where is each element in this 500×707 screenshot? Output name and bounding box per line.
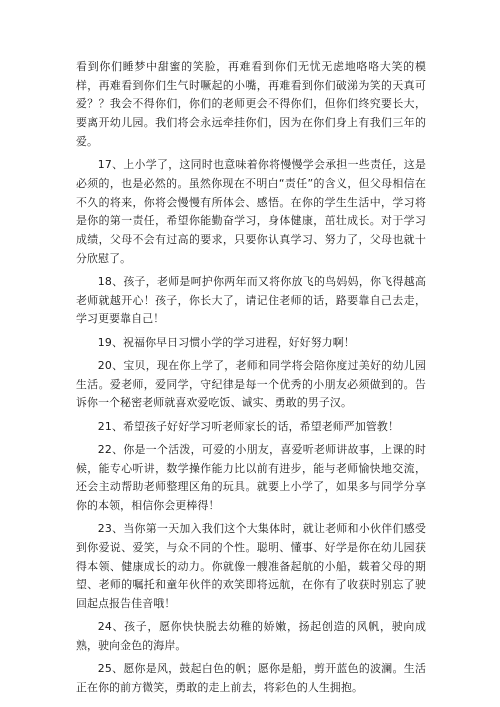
document-body [76,58,426,702]
paragraph-19: 19、祝福你早日习惯小学的学习进程，好好努力啊！ [97,335,355,349]
paragraph-22: 22、你是一个活泼，可爱的小朋友，喜爱听老师讲故事，上课的时候，能专心听讲，数学操作能力比以前有进步，能与老师愉快地交流，还会主动帮助老师整理区角的玩具。就要上小学了，如果多与同学分享你的本领，相信你会更棒得！ [76,442,426,513]
paragraph-25: 25、愿你是风，鼓起白色的帆；愿你是船，剪开蓝色的波澜。生活正在你的前方微笑，勇敢的走上前去，将彩色的人生拥抱。 [76,662,426,695]
paragraph-24: 24、孩子，愿你快快脱去幼稚的娇嫩，扬起创造的风帆，驶向成熟，驶向金色的海岸。 [76,620,426,653]
paragraph-18: 18、孩子，老师是呵护你两年而又将你放飞的鸟妈妈，你飞得越高老师就越开心！孩子，你长大了，请记住老师的话，路要靠自己去走，学习更要靠自己！ [76,274,426,326]
paragraph-21: 21、希望孩子好好学习听老师家长的话，希望老师严加管教！ [97,419,400,433]
paragraph-23: 23、当你第一天加入我们这个大集体时，就让老师和小伙伴们感受到你爱说、爱笑，与众不同的个性。聪明、懂事、好学是你在幼儿园获得本领、健康成长的动力。你就像一艘准备起航的小船，载着父母的期望、老师的嘱托和童年伙伴的欢笑即将远航，在你有了收获时别忘了驶回起点报告佳音哦！ [76,522,426,611]
paragraph-17: 17、上小学了，这同时也意味着你将慢慢学会承担一些责任，这是必须的，也是必然的。虽然你现在不明白“责任”的含义，但父母相信在不久的将来，你将会慢慢有所体会、感悟。在你的学生生活中，学习将是你的第一责任，希望你能勤奋学习，身体健康，茁壮成长。对于学习成绩，父母不会有过高的要求，只要你认真学习、努力了，父母也就十分欣慰了。 [76,158,426,265]
paragraph-continuation: 看到你们睡梦中甜蜜的笑脸，再难看到你们无忧无虑地咯咯大笑的模样，再难看到你们生气时噘起的小嘴，再难看到你们破涕为笑的天真可爱？？我会不得你们，你们的老师更会不得你们，但你们终究要长大，要离开幼儿园。我们将会永远牵挂你们，因为在你们身上有我们三年的爱。 [76,60,426,148]
paragraph-20: 20、宝贝，现在你上学了，老师和同学将会陪你度过美好的幼儿园生活。爱老师，爱同学，守纪律是每一个优秀的小朋友必须做到的。告诉你一个秘密老师就喜欢爱吃饭、诚实、勇敢的男子汉。 [76,358,426,410]
